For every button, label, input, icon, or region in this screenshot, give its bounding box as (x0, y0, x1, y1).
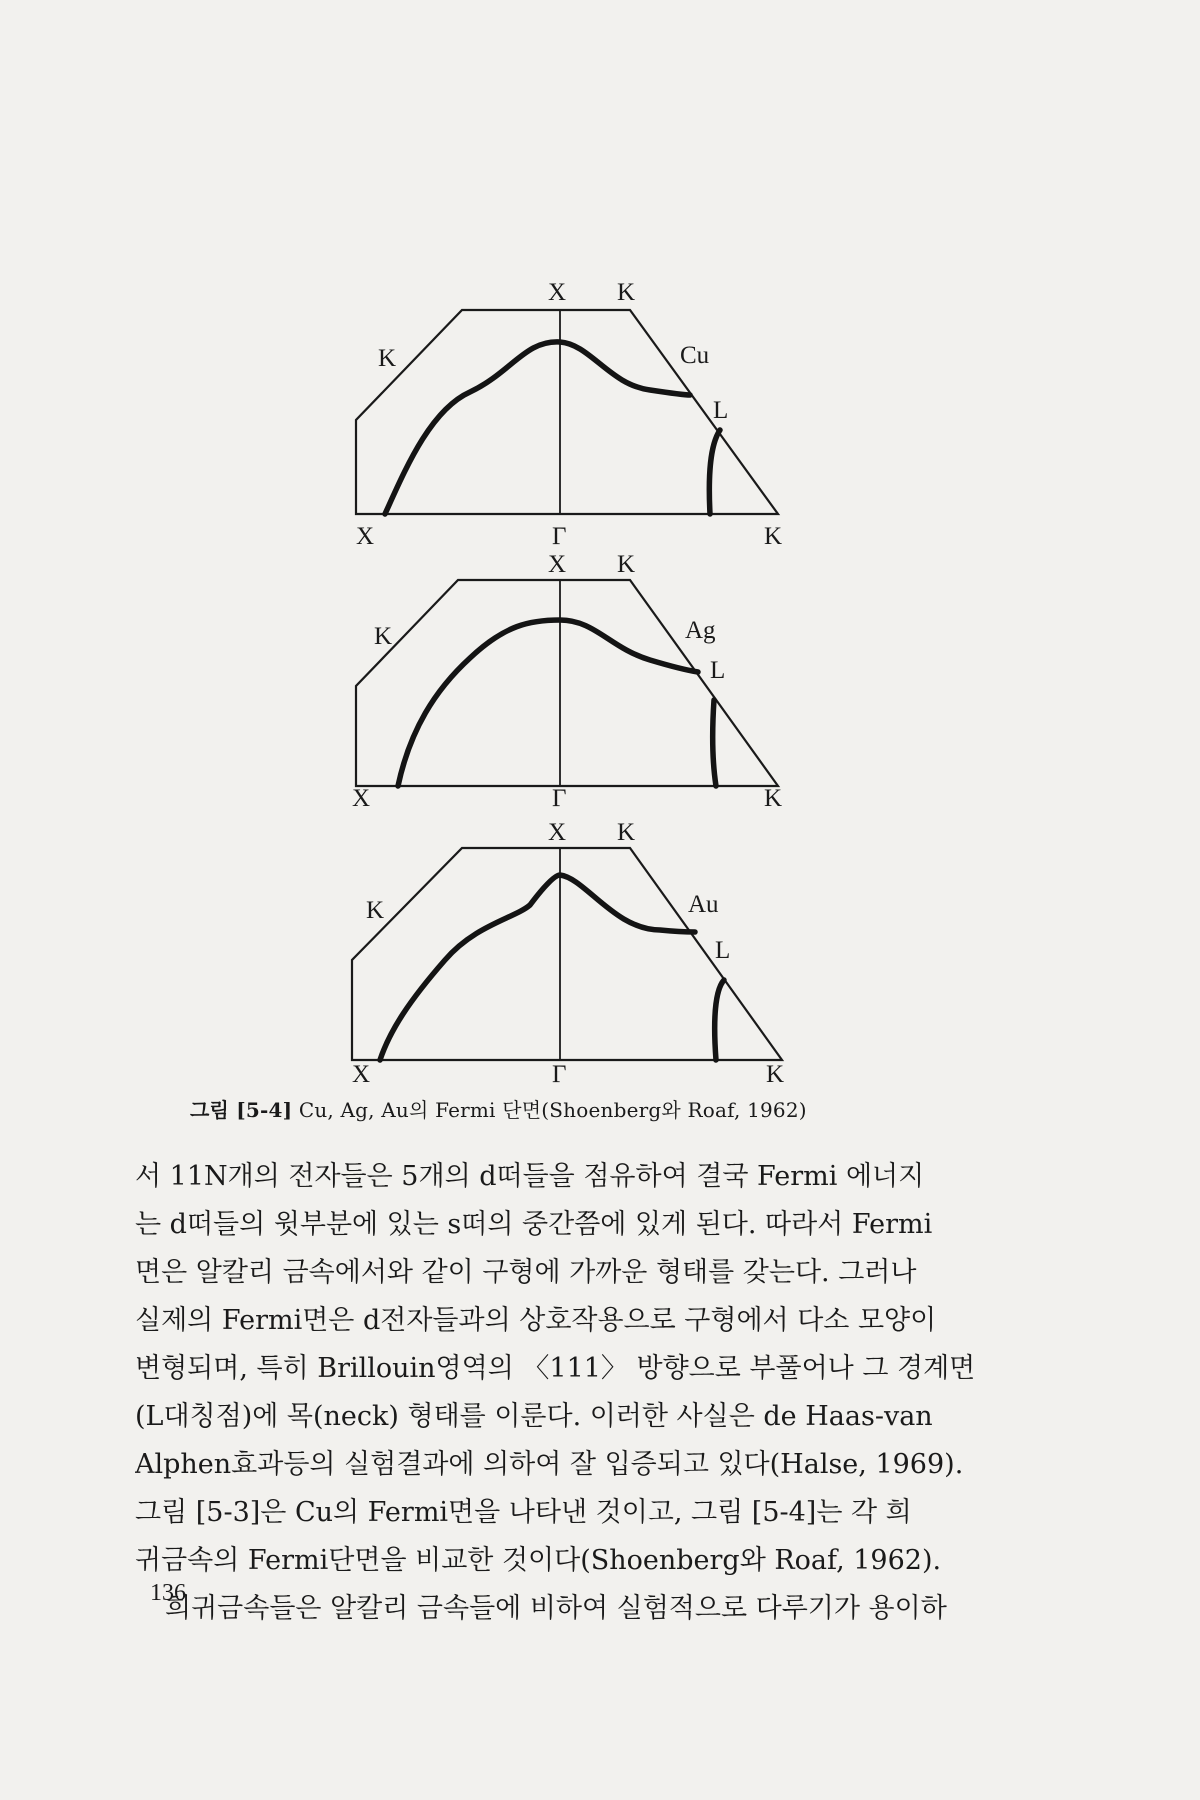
label-top-k: K (617, 551, 636, 578)
figure-number: 그림 [5-4] (190, 1098, 293, 1122)
label-left-k: K (366, 897, 385, 924)
label-top-k: K (617, 819, 636, 846)
panel-ag (352, 551, 782, 812)
text-line: 희귀금속들은 알칼리 금속들에 비하여 실험적으로 다루기가 용이하 (165, 1593, 947, 1624)
label-metal: Ag (685, 617, 716, 644)
panel-au (352, 819, 784, 1088)
label-l-point: L (715, 937, 731, 964)
label-top-x: X (548, 819, 567, 846)
text-line: 는 d떠들의 윗부분에 있는 s떠의 중간쯤에 있게 된다. 따라서 Fermi (135, 1209, 933, 1240)
label-bottom-k: K (766, 1061, 785, 1088)
figure-caption (190, 1094, 1090, 1123)
fermi-surface-neck (713, 700, 716, 786)
label-bottom-x: X (352, 1061, 371, 1088)
label-gamma: Γ (552, 523, 567, 550)
label-gamma: Γ (552, 1061, 567, 1088)
label-bottom-x: X (356, 523, 375, 550)
text-line: Alphen효과등의 실험결과에 의하여 잘 입증되고 있다(Halse, 1969). (135, 1449, 964, 1480)
label-bottom-k: K (764, 785, 783, 812)
fermi-surface-curve (398, 620, 698, 786)
label-l-point: L (713, 397, 729, 424)
label-bottom-x: X (352, 785, 371, 812)
figure-caption-text: Cu, Ag, Au의 Fermi 단면(Shoenberg와 Roaf, 1962) (298, 1098, 807, 1122)
text-line: 면은 알칼리 금속에서와 같이 구형에 가까운 형태를 갖는다. 그러나 (135, 1257, 917, 1288)
label-top-x: X (548, 551, 567, 578)
page-number: 136 (150, 1580, 186, 1606)
fermi-surface-curve (385, 342, 690, 514)
text-line: 그림 [5-3]은 Cu의 Fermi면을 나타낸 것이고, 그림 [5-4]는 각 희 (135, 1497, 912, 1528)
label-left-k: K (374, 623, 393, 650)
label-top-x: X (548, 279, 567, 306)
text-line: 서 11N개의 전자들은 5개의 d떠들을 점유하여 결국 Fermi 에너지 (135, 1161, 925, 1192)
body-paragraph (135, 1153, 1015, 1633)
text-line: 귀금속의 Fermi단면을 비교한 것이다(Shoenberg와 Roaf, 1962). (135, 1545, 942, 1576)
label-metal: Au (688, 891, 719, 918)
label-gamma: Γ (552, 785, 567, 812)
text-line: 실제의 Fermi면은 d전자들과의 상호작용으로 구형에서 다소 모양이 (135, 1305, 937, 1336)
label-metal: Cu (680, 342, 710, 369)
panel-cu (356, 279, 782, 550)
fermi-surface-neck (709, 430, 720, 514)
fermi-surface-neck (715, 980, 724, 1060)
text-line: 변형되며, 특히 Brillouin영역의 〈111〉 방향으로 부풀어나 그 경계면 (135, 1353, 976, 1384)
label-left-k: K (378, 345, 397, 372)
text-line: (L대칭점)에 목(neck) 형태를 이룬다. 이러한 사실은 de Haas-van (135, 1401, 933, 1432)
fermi-surface-curve (380, 875, 695, 1060)
label-l-point: L (710, 657, 726, 684)
label-top-k: K (617, 279, 636, 306)
label-bottom-k: K (764, 523, 783, 550)
